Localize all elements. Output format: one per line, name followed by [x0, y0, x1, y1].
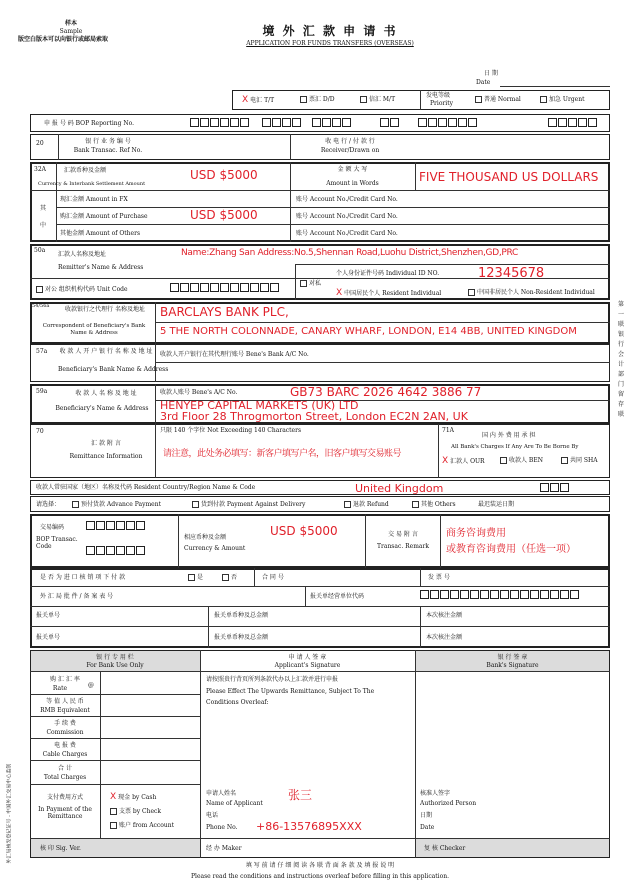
normal-option[interactable]: 普通 Normal: [475, 96, 521, 103]
txn-amount-label-en: Currency & Amount: [184, 545, 246, 552]
txn-code-label-cn: 交易编码: [40, 524, 65, 531]
beneficiary-label-en: Beneficiary's Name & Address: [55, 405, 149, 412]
purchase-account-label: 账号 Account No./Credit Card No.: [296, 213, 398, 220]
bank-ref-label-en: Bank Transac. Ref No.: [73, 147, 143, 154]
footer-note-en: Please read the conditions and instructions overleaf before filling in this application.: [191, 873, 449, 880]
country-value: United Kingdom: [355, 482, 444, 495]
sample-label-en: Sample: [59, 28, 83, 35]
customs-unit-boxes[interactable]: [420, 590, 580, 599]
unit-code-boxes[interactable]: [170, 283, 280, 292]
country-label: 收款人常驻国家（地区）名称及代码 Resident Country/Region Name & Code: [36, 484, 256, 491]
correspondent-value-2: 5 THE NORTH COLONNADE, CANARY WHARF, LONDON, E14 4BB, UNITED KINGDOM: [160, 326, 577, 337]
refund-option[interactable]: 退款 Refund: [344, 501, 389, 508]
resident-option[interactable]: X中国居民个人 Resident Individual: [336, 288, 442, 298]
commission-label-en: Commission: [46, 729, 84, 736]
total-label-cn: 合 计: [58, 765, 72, 772]
customs-amount-label-2: 报关单币种及总金额: [214, 634, 269, 641]
date-field[interactable]: [500, 86, 610, 87]
txn-remark-value-2: 或教育咨询费用（任选一项）: [446, 544, 576, 555]
cable-label-cn: 电 报 费: [54, 742, 76, 749]
applicant-statement-en-2: Conditions Overleaf:: [206, 699, 269, 706]
bop-ref-boxes[interactable]: [190, 118, 250, 127]
others-amount-label: 其他金额 Amount of Others: [60, 230, 141, 237]
rmb-label-en: RMB Equivalent: [40, 707, 90, 714]
char-limit-note: 只限 140 个字位 Not Exceeding 140 Characters: [160, 427, 302, 434]
currency-amount-value: USD $5000: [190, 168, 258, 182]
applicant-statement-cn: 请按照贵行背页所列条款代办以上汇款并进行申报: [206, 676, 339, 683]
beneficiary-label-cn: 收 款 人 名 称 及 地 址: [75, 390, 137, 397]
beneficiary-address-value: 3rd Floor 28 Throgmorton Street, London EC2N 2AN, UK: [160, 410, 468, 423]
txn-amount-label-cn: 相应币种及金额: [184, 534, 227, 541]
phone-label-en: Phone No.: [206, 824, 238, 831]
this-amount-label-1: 本次核注金额: [426, 612, 463, 619]
remitter-label-cn: 汇款人名称及地址: [58, 251, 107, 258]
rate-label-en: Rate: [52, 685, 68, 692]
bank-use-title-en: For Bank Use Only: [86, 662, 144, 669]
cable-label-en: Cable Charges: [42, 751, 88, 758]
receiver-label-en: Receiver/Drawn on: [320, 147, 380, 154]
sample-note: 版空白版本可以向银行或邮局索取: [18, 36, 109, 43]
nonresident-option[interactable]: 中国非居民个人 Non-Resident Individual: [468, 289, 595, 296]
txn-remark-label-en: Transac. Remark: [377, 543, 429, 550]
pay-cash-option[interactable]: X现金 by Cash: [110, 792, 157, 802]
others-option[interactable]: 其他 Others: [412, 501, 456, 508]
bene-bank-acct-label: 收款人开户银行在其代理行账号 Bene's Bank A/C No.: [160, 351, 309, 358]
delivery-option[interactable]: 货到付款 Payment Against Delivery: [192, 501, 305, 508]
authorized-label-cn: 核准人签字: [420, 790, 451, 797]
form-title-cn: 境 外 汇 款 申 请 书: [262, 24, 398, 38]
among-label-1: 其: [40, 205, 47, 212]
purchase-amount-value: USD $5000: [190, 208, 258, 222]
pay-check-option[interactable]: 支票 by Check: [110, 808, 161, 815]
txn-code-label-en: BOP Transac. Code: [36, 536, 78, 550]
sample-label-cn: 样本: [64, 20, 77, 27]
customs-no-label-2: 报关单号: [36, 634, 61, 641]
pay-method-label-en: In Payment of the Remittance: [38, 806, 92, 820]
bene-bank-label-cn: 收 款 人 开 户 银 行 名 称 及 地 址: [59, 348, 153, 355]
rate-label-cn: 购 汇 汇 率: [50, 676, 80, 683]
total-label-en: Total Charges: [43, 774, 87, 781]
remittance-info-value: 请注意，此处务必填写：新客户填写户名，旧客户填写交易账号: [163, 449, 402, 459]
urgent-option[interactable]: 加急 Urgent: [540, 96, 585, 103]
customs-no-label-1: 报关单号: [36, 612, 61, 619]
amount-words-label-cn: 金 额 大 写: [337, 166, 368, 173]
authorized-label-en: Authorized Person: [420, 800, 477, 807]
correspondent-label-en: Correspondent of Beneficiary's Bank Name & Address: [42, 323, 146, 336]
code-20: 20: [36, 140, 44, 147]
id-label: 个人身份证件号码 Individual ID NO.: [336, 270, 440, 277]
remittance-info-label-en: Remittance Information: [69, 453, 143, 460]
date-label-cn: 日 期: [484, 70, 498, 77]
txn-code-boxes-2[interactable]: [86, 546, 146, 555]
bop-ref-boxes-5[interactable]: [418, 118, 478, 127]
bank-use-title-cn: 银 行 专 用 栏: [96, 654, 134, 661]
customs-amount-label-1: 报关单币种及总金额: [214, 612, 269, 619]
form-title-en: APPLICATION FOR FUNDS TRANSFERS (OVERSEAS): [246, 40, 414, 47]
bop-ref-label: 申 报 号 码 BOP Reporting No.: [44, 120, 135, 127]
commission-label-cn: 手 续 费: [54, 720, 76, 727]
phone-value: +86-13576895XXX: [256, 820, 362, 833]
country-code-boxes[interactable]: [540, 483, 570, 492]
code-57a: 57a: [36, 348, 48, 355]
amount-words-label-en: Amount in Words: [326, 180, 379, 187]
remitter-value: Name:Zhang San Address:No.5,Shennan Road,Luohu District,Shenzhen,GD,PRC: [181, 248, 519, 258]
dd-option[interactable]: 票汇 D/D: [300, 96, 335, 103]
amount-words-value: FIVE THOUSAND US DOLLARS: [419, 170, 599, 184]
applicant-statement-en-1: Please Effect The Upwards Remittance, Subject To The: [206, 688, 375, 695]
code-50a: 50a: [34, 247, 46, 254]
bop-ref-boxes-3[interactable]: [312, 118, 352, 127]
date-label-en: Date: [476, 79, 491, 86]
charges-ben-option[interactable]: 收款人 BEN: [500, 457, 543, 464]
last-shipment-label: 最迟装运日期: [478, 501, 515, 508]
customs-unit-label: 报关单经营单位代码: [310, 593, 365, 600]
phone-label-cn: 电话: [206, 812, 219, 819]
fx-amount-label: 现汇金额 Amount in FX: [60, 196, 128, 203]
charges-our-option[interactable]: X汇款人 OUR: [442, 456, 485, 466]
currency-label-en: Currency & Interbank Settlement Amount: [38, 181, 146, 187]
import-verify-label: 是 否 为 进 口 核 销 项 下 付 款: [40, 574, 126, 581]
unit-code-label[interactable]: 对公 组织机构代码 Unit Code: [36, 286, 128, 293]
priority-label-en: Priority: [430, 100, 454, 107]
beneficiary-acct-label: 收款人账号 Bene's A/C No.: [160, 389, 238, 396]
code-32a: 32A: [34, 166, 46, 173]
txn-amount-value: USD $5000: [270, 524, 338, 538]
divider: [420, 90, 421, 110]
beneficiary-acct-value: GB73 BARC 2026 4642 3886 77: [290, 385, 482, 399]
priority-label-cn: 发电等级: [426, 92, 451, 99]
applicant-title-en: Applicant's Signature: [274, 662, 341, 669]
bop-ref-boxes-2[interactable]: [262, 118, 302, 127]
purchase-amount-label: 购汇金额 Amount of Purchase: [60, 213, 148, 220]
correspondent-value-1: BARCLAYS BANK PLC,: [160, 305, 289, 319]
pay-method-label-cn: 支付费用方式: [46, 794, 83, 801]
bank-date-label-en: Date: [420, 824, 435, 831]
others-account-label: 账号 Account No./Credit Card No.: [296, 230, 398, 237]
charges-sha-option[interactable]: 共同 SHA: [561, 457, 598, 464]
import-yes-option[interactable]: 是: [188, 574, 203, 581]
code-59a: 59a: [36, 388, 48, 395]
footer-note-cn: 填 写 前 请 仔 细 阅 读 各 联 背 面 条 款 及 填 报 说 明: [245, 862, 395, 869]
applicant-title-cn: 申 请 人 签 章: [288, 654, 327, 661]
rmb-label-cn: 等 值 人 民 币: [46, 698, 84, 705]
bop-ref-boxes-4[interactable]: [380, 118, 400, 127]
invoice-label: 发 票 号: [428, 574, 450, 581]
txn-remark-label-cn: 交 易 附 言: [388, 531, 418, 538]
advance-option[interactable]: 预付货款 Advance Payment: [72, 501, 161, 508]
bank-sig-title-cn: 银 行 签 章: [497, 654, 528, 661]
applicant-name-label-en: Name of Applicant: [206, 800, 263, 807]
private-option[interactable]: 对私: [300, 280, 321, 287]
this-amount-label-2: 本次核注金额: [426, 634, 463, 641]
bop-ref-boxes-6[interactable]: [548, 118, 598, 127]
receiver-label-cn: 收 电 行 / 付 款 行: [325, 138, 375, 145]
code-70: 70: [36, 428, 44, 435]
checker-label: 复 核 Checker: [424, 845, 466, 852]
pay-account-option[interactable]: 账户 from Account: [110, 822, 174, 829]
payment-type-label: 请选择：: [36, 501, 61, 508]
remittance-info-label-cn: 汇 款 附 言: [91, 440, 121, 447]
charges-label-en: All Bank's Charges If Any Are To Be Borne By: [451, 444, 579, 450]
license-label: 外 汇 局 批 件 / 备 案 表 号: [40, 593, 114, 600]
bank-date-label-cn: 日期: [420, 812, 433, 819]
import-no-option[interactable]: 否: [222, 574, 237, 581]
bank-sig-title-en: Bank's Signature: [486, 662, 539, 669]
rate-at: @: [88, 682, 94, 689]
mt-option[interactable]: 信汇 M/T: [360, 96, 395, 103]
tt-option[interactable]: X电汇 T/T: [242, 95, 275, 105]
code-54: 54/56a: [32, 303, 50, 309]
applicant-name-value: 张三: [288, 788, 313, 802]
remitter-label-en: Remitter's Name & Address: [58, 264, 144, 271]
bene-bank-label-en: Beneficiary's Bank Name & Address: [58, 366, 169, 373]
contract-label: 合 同 号: [262, 574, 284, 581]
left-side-note: 外汇局核发登记证号 - 中国外汇交易中心监制: [6, 763, 13, 864]
currency-label-cn: 汇款币种及金额: [64, 167, 107, 174]
applicant-name-label-cn: 申请人姓名: [206, 790, 237, 797]
right-side-note: 第一联 银行会计部门留存联: [618, 301, 625, 418]
txn-remark-value-1: 商务咨询费用: [446, 528, 506, 539]
bank-ref-label-cn: 银 行 业 务 编 号: [85, 138, 131, 145]
beneficiary-name-value: HENYEP CAPITAL MARKETS (UK) LTD: [160, 399, 359, 412]
charges-label-cn: 国 内 外 费 用 承 担: [482, 432, 536, 439]
fx-account-label: 账号 Account No./Credit Card No.: [296, 196, 398, 203]
sig-verify-label: 核 印 Sig. Ver.: [40, 845, 81, 852]
maker-label: 经 办 Maker: [206, 845, 242, 852]
code-71a: 71A: [442, 427, 454, 434]
among-label-2: 中: [40, 222, 47, 229]
correspondent-label-cn: 收款银行之代理行 名称及地址: [65, 306, 145, 313]
id-value: 12345678: [478, 266, 545, 281]
txn-code-boxes-1[interactable]: [86, 521, 146, 530]
